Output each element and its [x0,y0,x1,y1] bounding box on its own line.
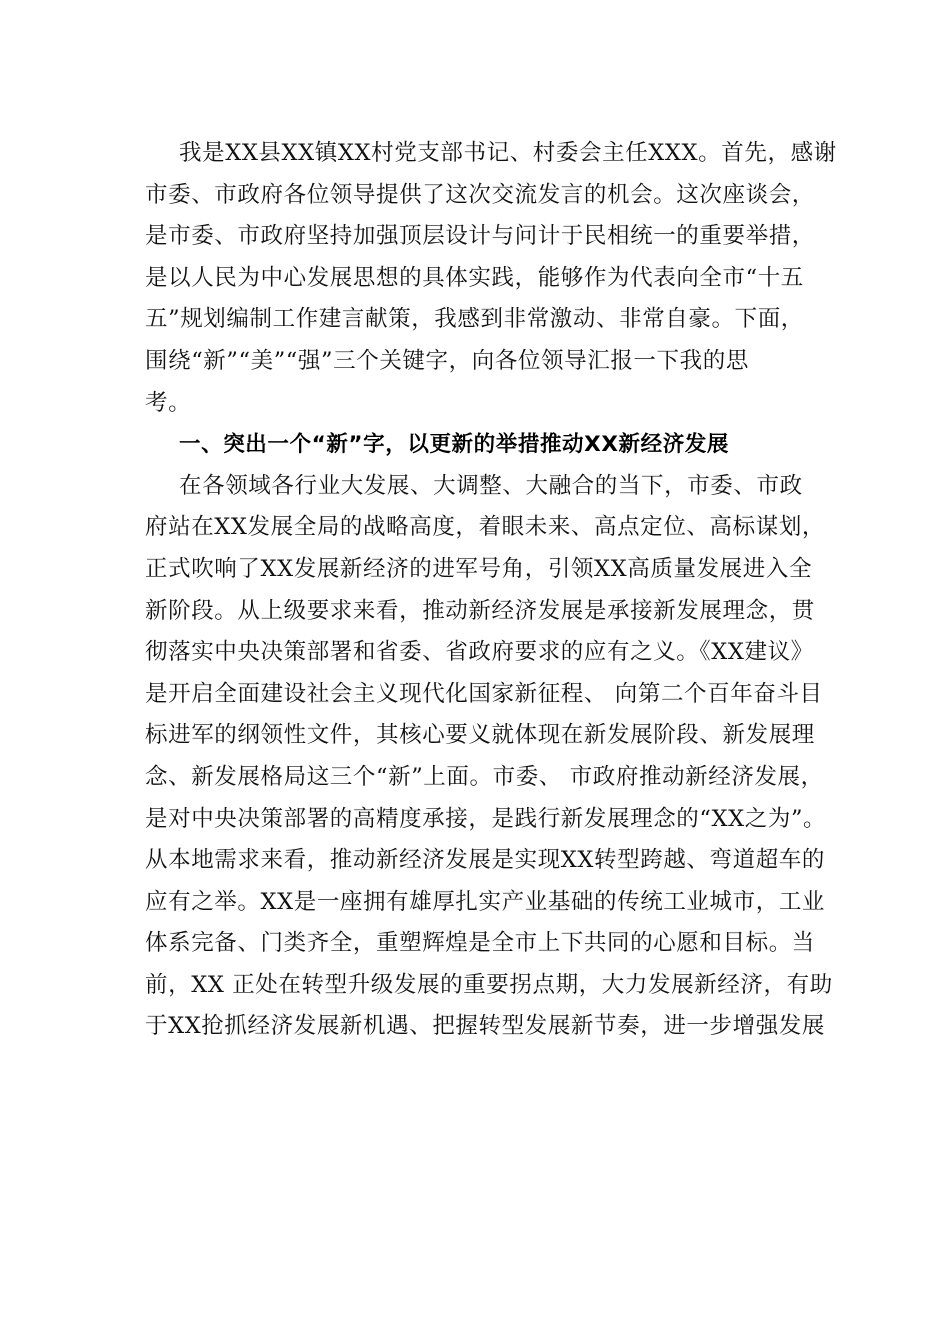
section-line: 于XX抢抓经济发展新机遇、把握转型发展新节奏，进一步增强发展 [145,1013,826,1040]
section-line: 应有之举。XX是一座拥有雄厚扎实产业基础的传统工业城市，工业 [145,888,826,915]
intro-line: 是市委、市政府坚持加强顶层设计与问计于民相统一的重要举措， [145,223,815,250]
section-line: 新阶段。从上级要求来看，推动新经济发展是承接新发展理念，贯 [145,597,815,624]
intro-line: 考。 [145,389,192,416]
section-line: 体系完备、门类齐全，重塑辉煌是全市上下共同的心愿和目标。当 [145,930,815,957]
section-line: 从本地需求来看，推动新经济发展是实现XX转型跨越、弯道超车的 [145,847,826,874]
intro-line: 市委、市政府各位领导提供了这次交流发言的机会。这次座谈会， [145,181,815,208]
section-heading: 一、突出一个“新”字，以更新的举措推动XX新经济发展 [179,432,730,458]
section-line: 是开启全面建设社会主义现代化国家新征程、 向第二个百年奋斗目 [145,680,823,707]
intro-line: 五”规划编制工作建言献策，我感到非常激动、非常自豪。下面， [145,306,804,333]
section-line: 正式吹响了XX发展新经济的进军号角，引领XX高质量发展进入全 [145,555,813,582]
section-line: 彻落实中央决策部署和省委、省政府要求的应有之义。《XX建议》 [145,639,814,666]
section-line: 念、新发展格局这三个“新”上面。市委、 市政府推动新经济发展， [145,763,824,790]
section-line: 标进军的纲领性文件，其核心要义就体现在新发展阶段、新发展理 [145,722,815,749]
intro-line: 是以人民为中心发展思想的具体实践，能够作为代表向全市“十五 [145,264,804,291]
section-line: 府站在XX发展全局的战略高度，着眼未来、高点定位、高标谋划， [145,514,826,541]
section-line: 前，XX 正处在转型升级发展的重要拐点期，大力发展新经济，有助 [145,971,833,998]
intro-line: 我是XX县XX镇XX村党支部书记、村委会主任XXX。首先，感谢 [179,140,837,166]
section-line: 是对中央决策部署的高精度承接，是践行新发展理念的“XX之为”。 [145,805,827,832]
intro-line: 围绕“新”“美”“强”三个关键字，向各位领导汇报一下我的思 [145,347,749,374]
section-line: 在各领域各行业大发展、大调整、大融合的当下，市委、市政 [179,472,803,499]
document-body [145,133,837,1048]
